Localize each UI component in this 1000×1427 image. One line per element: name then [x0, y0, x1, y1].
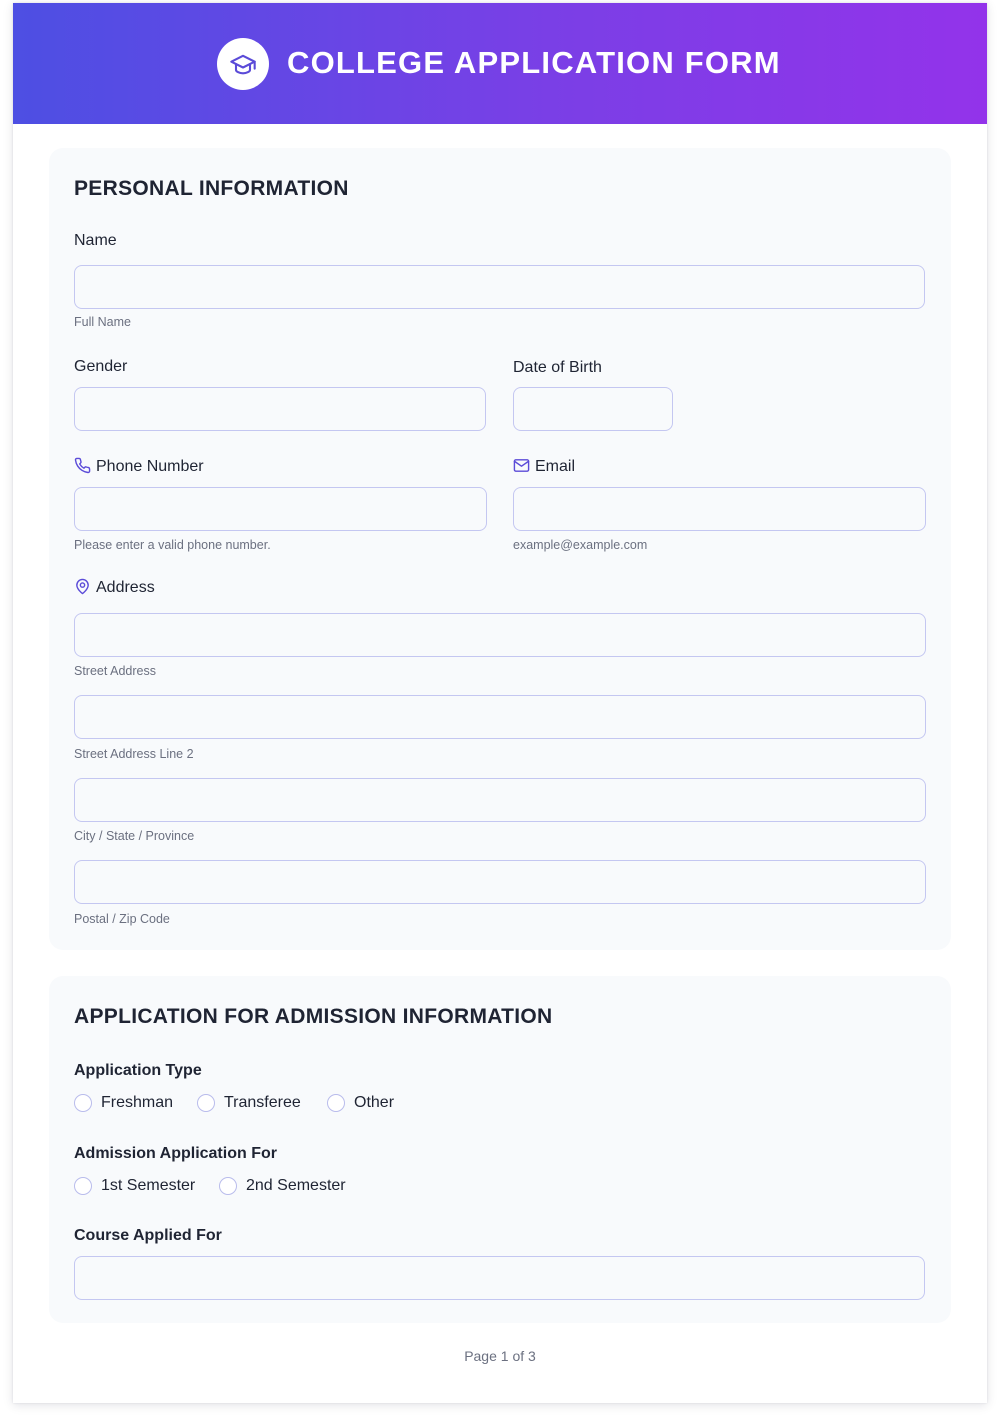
address-label: Address	[96, 579, 155, 596]
radio-circle[interactable]	[197, 1094, 215, 1112]
city-state-hint: City / State / Province	[74, 829, 195, 843]
form-header	[13, 3, 987, 124]
email-label: Email	[535, 458, 576, 475]
phone-label-row	[74, 457, 204, 480]
radio-circle[interactable]	[74, 1094, 92, 1112]
radio-2nd-semester[interactable]	[219, 1177, 346, 1195]
email-input[interactable]	[513, 487, 926, 531]
admission-information-card	[49, 976, 951, 1323]
street-address-input[interactable]	[74, 613, 926, 657]
gender-label: Gender	[74, 358, 128, 375]
personal-section-title: PERSONAL INFORMATION	[74, 177, 349, 200]
radio-label: Transferee	[224, 1094, 301, 1111]
admission-section-title: APPLICATION FOR ADMISSION INFORMATION	[74, 1005, 553, 1028]
graduation-cap-icon	[229, 50, 257, 78]
radio-circle[interactable]	[219, 1177, 237, 1195]
radio-label: 1st Semester	[101, 1177, 196, 1194]
city-state-input[interactable]	[74, 778, 926, 822]
radio-1st-semester[interactable]	[74, 1177, 195, 1195]
radio-freshman[interactable]	[74, 1094, 173, 1112]
course-applied-label: Course Applied For	[74, 1227, 222, 1244]
admission-for-label: Admission Application For	[74, 1145, 277, 1162]
street-address-line2-hint: Street Address Line 2	[74, 747, 194, 761]
full-name-hint: Full Name	[74, 315, 131, 329]
personal-information-card	[49, 148, 951, 950]
postal-code-hint: Postal / Zip Code	[74, 912, 170, 926]
phone-hint: Please enter a valid phone number.	[74, 538, 271, 552]
form-title: COLLEGE APPLICATION FORM	[287, 45, 781, 80]
phone-number-input[interactable]	[74, 487, 487, 531]
name-label: Name	[74, 232, 117, 249]
gender-input[interactable]	[74, 387, 486, 431]
phone-icon	[74, 457, 91, 480]
radio-circle[interactable]	[327, 1094, 345, 1112]
map-pin-icon	[74, 578, 91, 601]
application-type-label: Application Type	[74, 1062, 202, 1079]
address-label-row	[74, 578, 155, 601]
email-label-row	[513, 457, 575, 480]
form-sheet	[13, 3, 987, 1403]
course-applied-input[interactable]	[74, 1256, 925, 1300]
radio-transferee[interactable]	[197, 1094, 301, 1112]
postal-code-input[interactable]	[74, 860, 926, 904]
radio-label: Freshman	[101, 1094, 174, 1111]
phone-label: Phone Number	[96, 458, 204, 475]
email-hint: example@example.com	[513, 538, 648, 552]
date-of-birth-input[interactable]	[513, 387, 673, 431]
page-indicator: Page 1 of 3	[464, 1348, 536, 1364]
street-address-line2-input[interactable]	[74, 695, 926, 739]
full-name-input[interactable]	[74, 265, 925, 309]
dob-label: Date of Birth	[513, 359, 602, 376]
radio-circle[interactable]	[74, 1177, 92, 1195]
mail-icon	[513, 457, 530, 480]
radio-label: 2nd Semester	[246, 1177, 346, 1194]
header-logo-badge	[217, 38, 269, 90]
radio-other[interactable]	[327, 1094, 394, 1112]
radio-label: Other	[354, 1094, 395, 1111]
street-address-hint: Street Address	[74, 664, 156, 678]
